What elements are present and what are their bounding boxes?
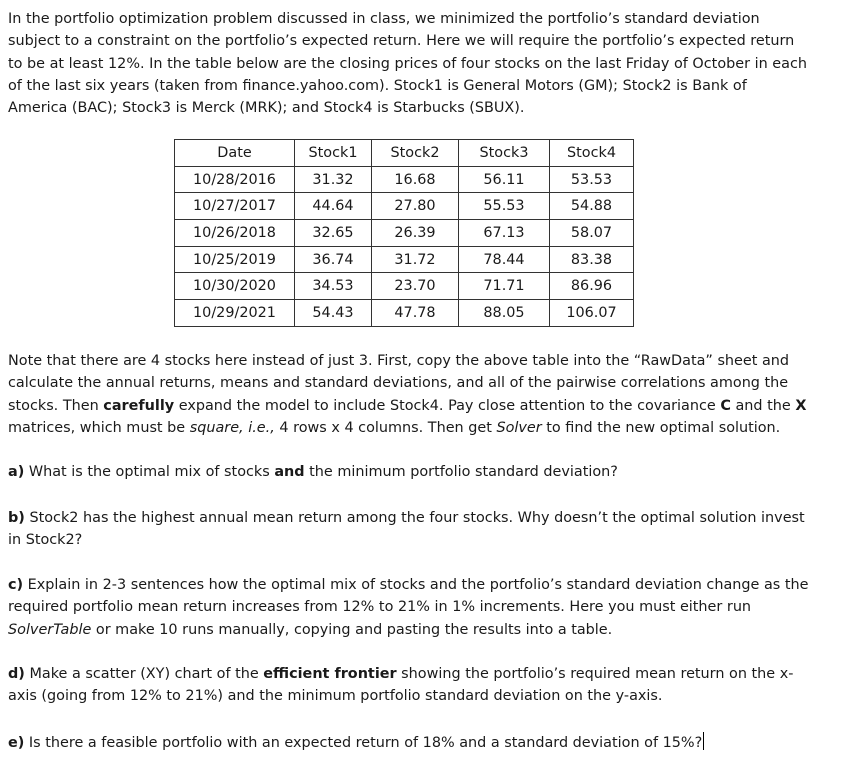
question-line: required portfolio mean return increases from 12% to 21% in 1% increments. Here you must either run	[8, 599, 752, 616]
question-label: d)	[8, 666, 25, 682]
question-label: e)	[8, 735, 25, 751]
note-line	[8, 417, 838, 439]
note-text: to find the new optimal solution.	[541, 419, 781, 436]
matrix-x-label: X	[795, 397, 807, 414]
question-text: the minimum portfolio standard deviation?	[304, 464, 618, 480]
note-line: calculate the annual returns, means and standard deviations, and all of the pairwise correlations among the	[8, 375, 789, 392]
note-text: matrices, which must be	[8, 419, 190, 436]
note-text: 4 rows x 4 columns. Then get	[274, 419, 497, 436]
question-text: Explain in 2-3 sentences how the optimal mix of stocks and the portfolio’s standard deviation change as the	[23, 577, 809, 593]
cell-stock4: 83.38	[550, 246, 634, 273]
cell-stock4: 53.53	[550, 166, 634, 193]
header-stock2: Stock2	[372, 140, 459, 167]
question-line	[8, 619, 838, 641]
note-italic: square, i.e.,	[189, 419, 275, 436]
intro-line: In the portfolio optimization problem discussed in class, we minimized the portfolio’s standard deviation	[8, 11, 760, 27]
header-stock1: Stock1	[295, 140, 372, 167]
cell-date: 10/26/2018	[175, 220, 295, 247]
intro-line: America (BAC); Stock3 is Merck (MRK); and Stock4 is Starbucks (SBUX).	[8, 100, 525, 117]
solvertable-label: SolverTable	[8, 621, 92, 638]
cell-stock1: 54.43	[295, 300, 372, 327]
note-paragraph	[8, 350, 838, 439]
question-line: in Stock2?	[8, 532, 83, 549]
question-c	[8, 574, 838, 641]
cell-stock1: 31.32	[295, 166, 372, 193]
cell-stock2: 26.39	[372, 220, 459, 247]
question-text: showing the portfolio’s required mean return on the x-	[396, 666, 794, 682]
question-text: What is the optimal mix of stocks	[24, 464, 275, 480]
note-emphasis: carefully	[103, 397, 175, 414]
question-line	[8, 507, 838, 529]
cell-stock4: 106.07	[550, 300, 634, 327]
stock-price-table	[174, 139, 634, 327]
cell-stock3: 55.53	[459, 193, 550, 220]
cell-date: 10/28/2016	[175, 166, 295, 193]
cell-date: 10/30/2020	[175, 273, 295, 300]
question-label: c)	[8, 577, 24, 593]
matrix-c-label: C	[720, 397, 731, 414]
question-line: axis (going from 12% to 21%) and the minimum portfolio standard deviation on the y-axis.	[8, 688, 663, 705]
cell-date: 10/25/2019	[175, 246, 295, 273]
question-text: Make a scatter (XY) chart of the	[24, 666, 264, 682]
table-row	[175, 193, 634, 220]
question-text: or make 10 runs manually, copying and pasting the results into a table.	[91, 621, 613, 638]
note-line: Note that there are 4 stocks here instead of just 3. First, copy the above table into the “RawData” sheet and	[8, 353, 790, 369]
text-cursor	[703, 732, 704, 750]
question-line	[8, 574, 838, 596]
question-emphasis: efficient frontier	[263, 666, 397, 682]
table-row	[175, 300, 634, 327]
cell-stock1: 44.64	[295, 193, 372, 220]
question-line	[8, 663, 838, 685]
question-line	[8, 461, 838, 483]
table-row	[175, 166, 634, 193]
intro-line: to be at least 12%. In the table below are the closing prices of four stocks on the last Friday of October in each	[8, 55, 807, 72]
cell-stock1: 32.65	[295, 220, 372, 247]
cell-stock3: 67.13	[459, 220, 550, 247]
cell-stock2: 27.80	[372, 193, 459, 220]
intro-paragraph	[8, 8, 838, 119]
cell-stock3: 78.44	[459, 246, 550, 273]
table-row	[175, 246, 634, 273]
cell-stock4: 86.96	[550, 273, 634, 300]
cell-stock1: 34.53	[295, 273, 372, 300]
cell-stock3: 56.11	[459, 166, 550, 193]
question-e	[8, 732, 838, 754]
table-row	[175, 220, 634, 247]
cell-stock2: 16.68	[372, 166, 459, 193]
question-text: Is there a feasible portfolio with an expected return of 18% and a standard deviation of 15%?	[24, 735, 703, 751]
question-d	[8, 663, 838, 708]
cell-stock1: 36.74	[295, 246, 372, 273]
intro-line: of the last six years (taken from finance.yahoo.com). Stock1 is General Motors (GM); Stock2 is Bank of	[8, 77, 747, 94]
cell-stock4: 54.88	[550, 193, 634, 220]
question-text: Stock2 has the highest annual mean return among the four stocks. Why doesn’t the optimal solution invest	[24, 510, 805, 526]
solver-label: Solver	[496, 419, 542, 436]
question-emphasis: and	[274, 464, 305, 480]
cell-stock2: 23.70	[372, 273, 459, 300]
cell-stock3: 88.05	[459, 300, 550, 327]
question-b	[8, 507, 838, 552]
table-row	[175, 273, 634, 300]
header-date: Date	[175, 140, 295, 167]
note-text: and the	[730, 397, 796, 414]
note-text: expand the model to include Stock4. Pay close attention to the covariance	[174, 397, 721, 414]
cell-date: 10/27/2017	[175, 193, 295, 220]
question-line	[8, 732, 838, 754]
cell-stock3: 71.71	[459, 273, 550, 300]
cell-stock2: 47.78	[372, 300, 459, 327]
table-header-row	[175, 140, 634, 167]
cell-stock2: 31.72	[372, 246, 459, 273]
question-label: b)	[8, 510, 25, 526]
note-line	[8, 395, 838, 417]
intro-line: subject to a constraint on the portfolio’s expected return. Here we will require the portfolio’s expected return	[8, 33, 795, 50]
header-stock4: Stock4	[550, 140, 634, 167]
cell-date: 10/29/2021	[175, 300, 295, 327]
question-label: a)	[8, 464, 25, 480]
note-text: stocks. Then	[8, 397, 104, 414]
question-a	[8, 461, 838, 483]
header-stock3: Stock3	[459, 140, 550, 167]
cell-stock4: 58.07	[550, 220, 634, 247]
